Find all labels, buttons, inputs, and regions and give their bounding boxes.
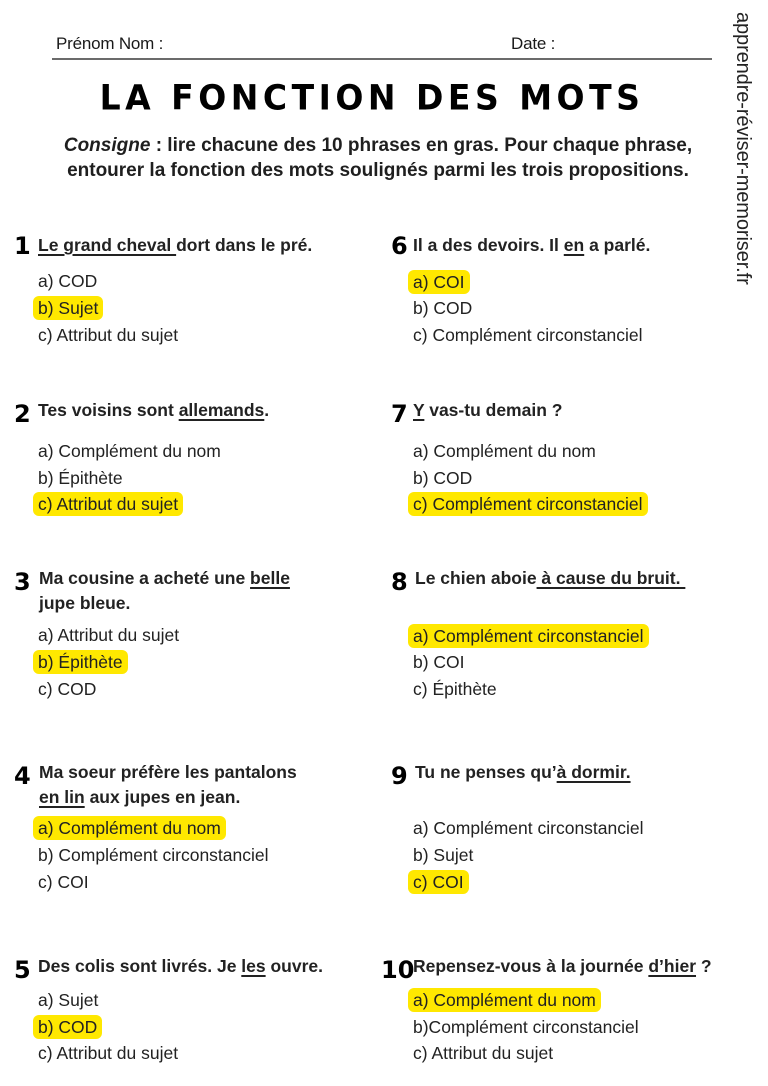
answer-option[interactable]: a) Complément du nom bbox=[413, 441, 596, 461]
underlined-words: à cause du bruit. bbox=[536, 568, 686, 588]
underlined-words: Y bbox=[413, 400, 425, 420]
sentence-text: vas-tu demain ? bbox=[424, 400, 563, 420]
underlined-words: belle bbox=[250, 568, 290, 588]
sentence-text: ouvre. bbox=[265, 956, 324, 976]
sentence-text: a parlé. bbox=[584, 235, 651, 255]
sentence-text: dort dans le pré. bbox=[176, 235, 313, 255]
underlined-words: d’hier bbox=[648, 956, 697, 976]
question-sentence bbox=[38, 954, 323, 979]
answer-option[interactable]: a) Attribut du sujet bbox=[38, 625, 180, 645]
sentence-text: Ma soeur préfère les pantalons bbox=[39, 762, 297, 782]
answer-option-selected[interactable]: a) COI bbox=[408, 270, 470, 294]
question-number: 1 bbox=[14, 232, 31, 260]
answer-option[interactable]: b) COD bbox=[413, 298, 473, 318]
question-sentence bbox=[39, 566, 290, 616]
answer-option-selected[interactable]: a) Complément du nom bbox=[33, 816, 226, 840]
answer-option-selected[interactable]: c) Attribut du sujet bbox=[33, 492, 183, 516]
sentence-text: jupe bleue. bbox=[39, 593, 131, 613]
answer-option[interactable]: c) Épithète bbox=[413, 679, 497, 699]
answer-option-selected[interactable]: c) Complément circonstanciel bbox=[408, 492, 648, 516]
question-number: 6 bbox=[391, 232, 408, 260]
date-field-label: Date : bbox=[511, 34, 556, 53]
answer-option[interactable]: b) COD bbox=[413, 468, 473, 488]
question-sentence bbox=[413, 233, 650, 258]
question-number: 3 bbox=[14, 568, 31, 596]
answer-option[interactable]: b) Épithète bbox=[38, 468, 123, 488]
answer-option[interactable]: b) Sujet bbox=[413, 845, 474, 865]
answer-option-selected[interactable]: b) Épithète bbox=[33, 650, 128, 674]
answer-option-selected[interactable]: b) COD bbox=[33, 1015, 102, 1039]
underlined-words: allemands bbox=[178, 400, 265, 420]
name-field-label: Prénom Nom : bbox=[56, 34, 164, 53]
sentence-text: ? bbox=[696, 956, 712, 976]
question-sentence bbox=[38, 233, 312, 258]
answer-option-selected[interactable]: a) Complément du nom bbox=[408, 988, 601, 1012]
sentence-text: Des colis sont livrés. Je bbox=[38, 956, 242, 976]
underlined-words: en bbox=[563, 235, 585, 255]
sentence-text: Repensez-vous à la journée bbox=[413, 956, 649, 976]
answer-option[interactable]: a) Complément circonstanciel bbox=[413, 818, 644, 838]
answer-option-selected[interactable]: a) Complément circonstanciel bbox=[408, 624, 649, 648]
sentence-text: aux jupes en jean. bbox=[84, 787, 241, 807]
underlined-words: les bbox=[241, 956, 266, 976]
question-sentence bbox=[415, 760, 631, 785]
answer-option[interactable]: c) COD bbox=[38, 679, 97, 699]
answer-option[interactable]: c) Complément circonstanciel bbox=[413, 325, 643, 345]
instructions-label: Consigne bbox=[63, 135, 151, 156]
answer-option[interactable]: a) COD bbox=[38, 271, 98, 291]
question-number: 2 bbox=[14, 400, 31, 428]
answer-option[interactable]: a) Sujet bbox=[38, 990, 99, 1010]
answer-option[interactable]: b)Complément circonstanciel bbox=[413, 1017, 639, 1037]
question-number: 9 bbox=[391, 762, 408, 790]
underlined-words: en lin bbox=[39, 787, 85, 807]
underlined-words: à dormir. bbox=[556, 762, 631, 782]
answer-option[interactable]: b) COI bbox=[413, 652, 465, 672]
answer-option[interactable]: b) Complément circonstanciel bbox=[38, 845, 269, 865]
site-watermark bbox=[732, 12, 756, 302]
sentence-text: Tes voisins sont bbox=[38, 400, 179, 420]
question-number: 4 bbox=[14, 762, 31, 790]
question-sentence bbox=[415, 566, 685, 591]
question-number: 10 bbox=[381, 956, 415, 984]
instructions-text: : lire chacune des 10 phrases en gras. Pour chaque phrase, entourer la fonction des mots soulignés parmi les trois propositions. bbox=[67, 135, 693, 181]
question-sentence bbox=[39, 760, 297, 810]
sentence-text: . bbox=[264, 400, 270, 420]
question-sentence bbox=[413, 398, 562, 423]
answer-option[interactable]: c) Attribut du sujet bbox=[413, 1043, 554, 1063]
answer-option[interactable]: c) COI bbox=[38, 872, 89, 892]
question-number: 7 bbox=[391, 400, 408, 428]
sentence-text: Tu ne penses qu’ bbox=[415, 762, 557, 782]
watermark-text: apprendre-réviser-memoriser.fr bbox=[732, 12, 754, 285]
page-title: LA FONCTION DES MOTS bbox=[99, 77, 645, 118]
question-number: 5 bbox=[14, 956, 31, 984]
question-sentence bbox=[413, 954, 712, 979]
answer-option[interactable]: c) Attribut du sujet bbox=[38, 1043, 179, 1063]
answer-option-selected[interactable]: c) COI bbox=[408, 870, 469, 894]
header-divider bbox=[52, 58, 712, 60]
question-sentence bbox=[38, 398, 269, 423]
underlined-words: Le grand cheval bbox=[38, 235, 177, 255]
instructions bbox=[48, 133, 708, 183]
answer-option[interactable]: a) Complément du nom bbox=[38, 441, 221, 461]
answer-option[interactable]: c) Attribut du sujet bbox=[38, 325, 179, 345]
sentence-text: Il a des devoirs. Il bbox=[413, 235, 564, 255]
answer-option-selected[interactable]: b) Sujet bbox=[33, 296, 103, 320]
question-number: 8 bbox=[391, 568, 408, 596]
sentence-text: Ma cousine a acheté une bbox=[39, 568, 251, 588]
sentence-text: Le chien aboie bbox=[415, 568, 537, 588]
